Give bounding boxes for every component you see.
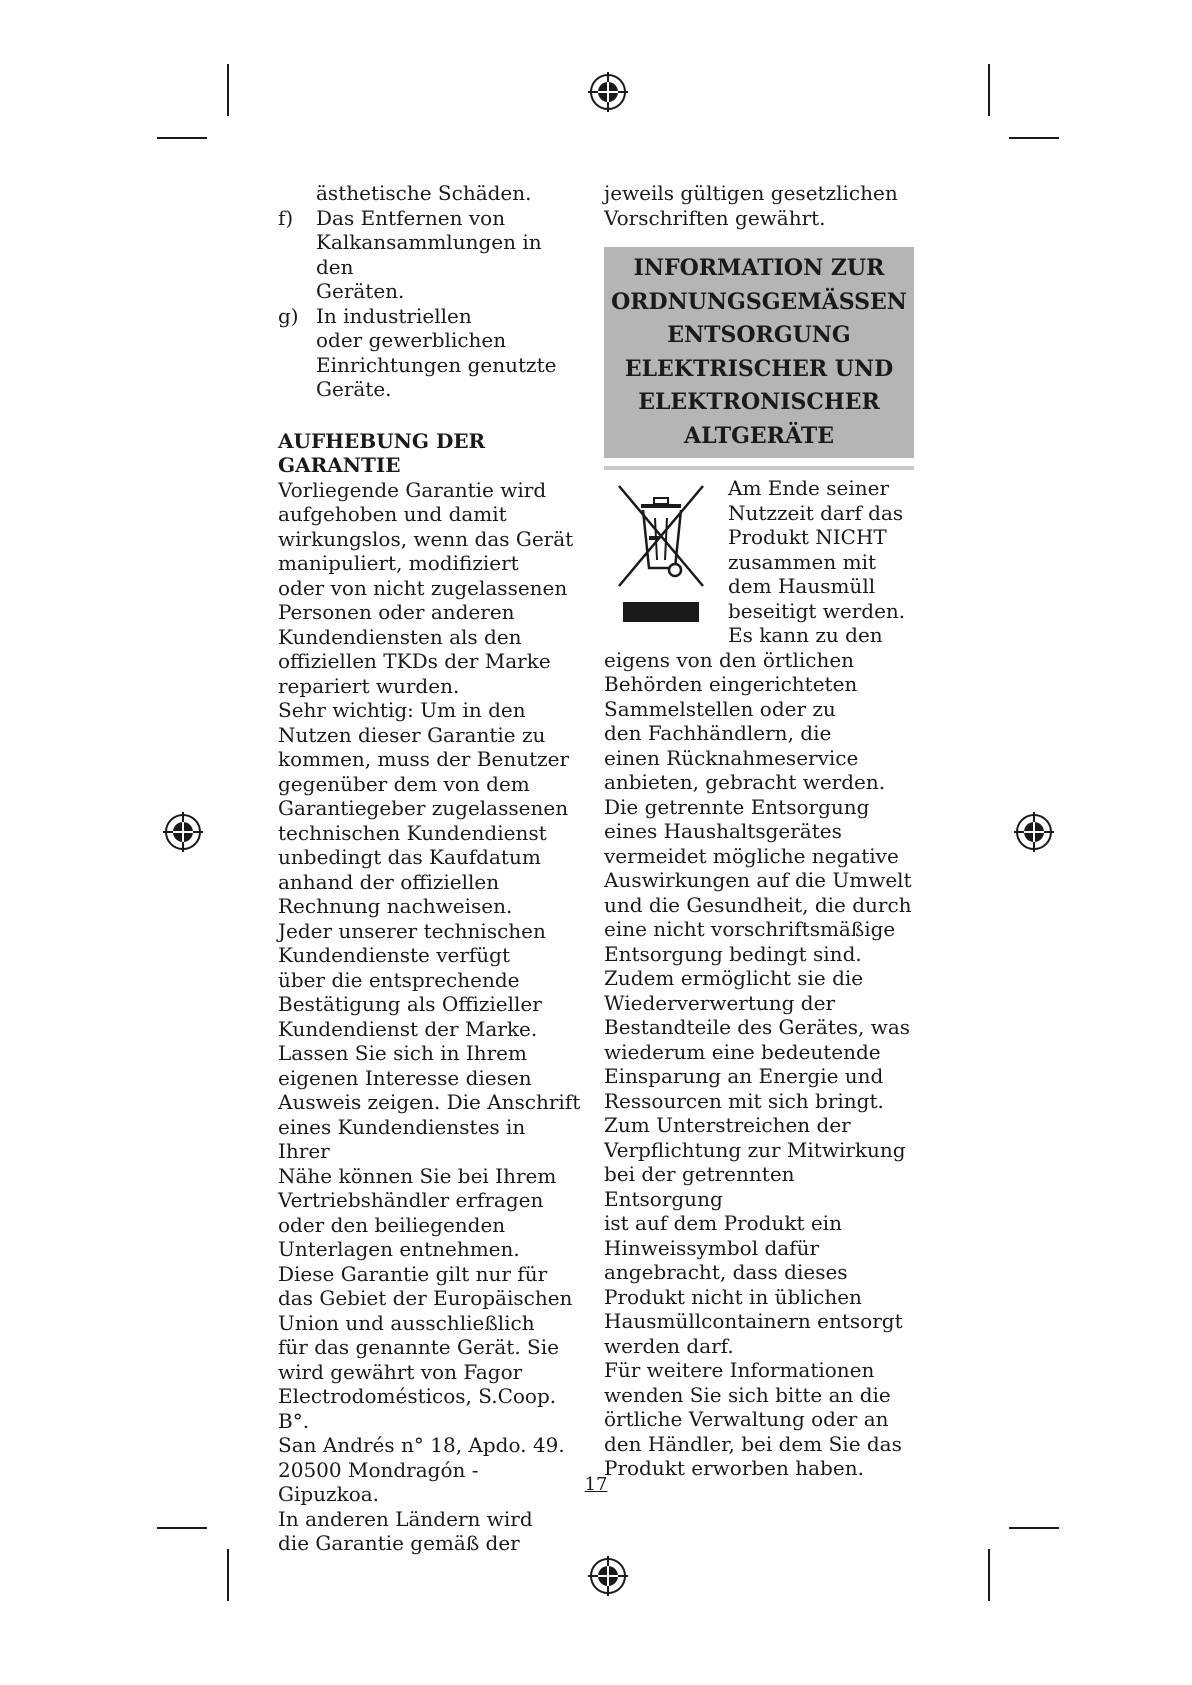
text-line: werden darf. bbox=[604, 1333, 734, 1358]
left-column bbox=[278, 181, 583, 1556]
text-line: manipuliert, modifiziert bbox=[278, 551, 519, 575]
text-line: das Gebiet der Europäischen bbox=[278, 1286, 573, 1310]
text-line: San Andrés n° 18, Apdo. 49. bbox=[278, 1433, 565, 1457]
box-title-line: ENTSORGUNG bbox=[667, 322, 851, 348]
divider bbox=[604, 466, 914, 470]
text-line: Nutzen dieser Garantie zu bbox=[278, 722, 546, 747]
text-line: vermeidet mögliche negative bbox=[604, 843, 899, 868]
text-line: Bestätigung als Offizieller bbox=[278, 992, 542, 1016]
registration-mark-icon bbox=[588, 1556, 628, 1596]
text-line: oder von nicht zugelassenen bbox=[278, 575, 568, 600]
text-line: Vertriebshändler erfragen bbox=[278, 1188, 544, 1212]
text-line: örtliche Verwaltung oder an bbox=[604, 1407, 889, 1431]
text-line: ästhetische Schäden. bbox=[316, 181, 532, 205]
text-line: und die Gesundheit, die durch bbox=[604, 892, 912, 917]
list-label: g) bbox=[278, 303, 299, 328]
registration-mark-icon bbox=[163, 812, 203, 852]
box-title-line: ALTGERÄTE bbox=[684, 422, 834, 449]
text-line: Einrichtungen genutzte bbox=[316, 352, 557, 377]
text-line: technischen Kundendienst bbox=[278, 820, 547, 845]
text-line: Produkt nicht in üblichen bbox=[604, 1284, 862, 1309]
text-line: Entsorgung bedingt sind. bbox=[604, 941, 862, 966]
text-line: Das Entfernen von bbox=[316, 205, 506, 230]
text-line: eigens von den örtlichen bbox=[604, 647, 855, 672]
text-line: Sammelstellen oder zu bbox=[604, 696, 836, 721]
text-line: die Garantie gemäß der bbox=[278, 1531, 520, 1555]
text-line: Hausmüllcontainern entsorgt bbox=[604, 1309, 903, 1333]
text-line: oder den beiliegenden bbox=[278, 1212, 506, 1237]
text-line: Unterlagen entnehmen. bbox=[278, 1237, 520, 1261]
right-column bbox=[604, 181, 914, 1481]
heading-line: AUFHEBUNG DER bbox=[278, 428, 486, 453]
text-line: Garantiegeber zugelassenen bbox=[278, 796, 569, 820]
list-label: f) bbox=[278, 205, 294, 230]
weee-section bbox=[604, 476, 914, 1481]
list-item bbox=[278, 206, 583, 304]
text-line: anhand der offiziellen bbox=[278, 869, 500, 894]
body-text bbox=[278, 478, 583, 1556]
crop-mark bbox=[1009, 137, 1059, 139]
crop-mark bbox=[227, 64, 229, 116]
text-line: aufgehoben und damit bbox=[278, 502, 507, 526]
text-line: Lassen Sie sich in Ihrem bbox=[278, 1041, 527, 1065]
text-line: eines Haushaltsgerätes bbox=[604, 819, 842, 843]
text-line: Auswirkungen auf die Umwelt bbox=[604, 868, 912, 892]
crop-mark bbox=[988, 64, 990, 116]
body-text bbox=[604, 648, 914, 1481]
box-title-line: ELEKTRISCHER UND bbox=[624, 355, 894, 382]
crop-mark bbox=[227, 1549, 229, 1601]
text-line: 20500 Mondragón - Gipuzkoa. bbox=[278, 1457, 479, 1506]
continued-list-item bbox=[278, 181, 583, 206]
text-line: eigenen Interesse diesen bbox=[278, 1065, 532, 1090]
info-box-heading bbox=[604, 247, 914, 458]
text-line: wird gewährt von Fagor bbox=[278, 1359, 523, 1384]
text-line: dem Hausmüll bbox=[728, 574, 876, 598]
crop-mark bbox=[157, 1527, 207, 1529]
text-line: Jeder unserer technischen bbox=[278, 918, 546, 943]
text-line: wiederum eine bedeutende bbox=[604, 1039, 881, 1064]
box-title-line: ELEKTRONISCHER bbox=[638, 389, 880, 415]
text-line: Kalkansammlungen in den bbox=[316, 230, 542, 279]
text-line: Electrodomésticos, S.Coop. B°. bbox=[278, 1384, 557, 1433]
text-line: eine nicht vorschriftsmäßige bbox=[604, 917, 896, 941]
list-item bbox=[278, 304, 583, 402]
text-line: Nutzzeit darf das bbox=[728, 500, 904, 525]
text-line: angebracht, dass dieses bbox=[604, 1260, 848, 1284]
text-line: Verpflichtung zur Mitwirkung bbox=[604, 1137, 906, 1162]
text-line: Die getrennte Entsorgung bbox=[604, 794, 870, 819]
text-line: den Händler, bei dem Sie das bbox=[604, 1431, 902, 1456]
registration-mark-icon bbox=[1014, 812, 1054, 852]
text-line: Zum Unterstreichen der bbox=[604, 1113, 851, 1137]
text-line: bei der getrennten Entsorgung bbox=[604, 1162, 795, 1211]
text-line: Diese Garantie gilt nur für bbox=[278, 1261, 548, 1286]
text-line: Produkt erworben haben. bbox=[604, 1456, 864, 1480]
text-line: jeweils gültigen gesetzlichen bbox=[604, 181, 898, 205]
text-line: Personen oder anderen bbox=[278, 600, 515, 624]
text-line: Kundendienste verfügt bbox=[278, 943, 511, 967]
text-line: Produkt NICHT bbox=[728, 525, 887, 549]
text-line: kommen, muss der Benutzer bbox=[278, 747, 570, 771]
text-line: In industriellen bbox=[316, 303, 472, 328]
text-line: anbieten, gebracht werden. bbox=[604, 770, 886, 794]
box-title-line: INFORMATION ZUR bbox=[633, 255, 885, 281]
text-line: Einsparung an Energie und bbox=[604, 1064, 884, 1088]
text-line: eines Kundendienstes in Ihrer bbox=[278, 1114, 526, 1163]
text-line: Ressourcen mit sich bringt. bbox=[604, 1088, 884, 1113]
text-line: offiziellen TKDs der Marke bbox=[278, 649, 551, 673]
text-line: repariert wurden. bbox=[278, 673, 460, 698]
text-line: unbedingt das Kaufdatum bbox=[278, 845, 541, 869]
heading-line: GARANTIE bbox=[278, 453, 401, 477]
text-line: Hinweissymbol dafür bbox=[604, 1235, 820, 1260]
section-heading bbox=[278, 429, 583, 478]
text-line: Geräte. bbox=[316, 377, 392, 401]
crossed-out-wheelie-bin-icon bbox=[611, 482, 711, 626]
text-line: Union und ausschließlich bbox=[278, 1310, 535, 1335]
text-line: einen Rücknahmeservice bbox=[604, 745, 859, 770]
text-line: Sehr wichtig: Um in den bbox=[278, 698, 526, 722]
text-line: Kundendiensten als den bbox=[278, 624, 522, 649]
text-line: Für weitere Informationen bbox=[604, 1358, 875, 1382]
text-line: zusammen mit bbox=[728, 549, 877, 574]
box-title-line: ORDNUNGSGEMÄSSEN bbox=[611, 288, 907, 315]
text-line: Behörden eingerichteten bbox=[604, 672, 858, 696]
text-line: Vorliegende Garantie wird bbox=[278, 477, 547, 502]
text-line: Bestandteile des Gerätes, was bbox=[604, 1015, 911, 1039]
text-line: Zudem ermöglicht sie die bbox=[604, 966, 864, 990]
text-line: Nähe können Sie bei Ihrem bbox=[278, 1163, 557, 1188]
crop-mark bbox=[157, 137, 207, 139]
text-line: Ausweis zeigen. Die Anschrift bbox=[278, 1090, 581, 1114]
text-line: beseitigt werden. bbox=[728, 598, 906, 623]
crop-mark bbox=[1009, 1527, 1059, 1529]
registration-mark-icon bbox=[588, 72, 628, 112]
text-line: oder gewerblichen bbox=[316, 328, 507, 352]
crop-mark bbox=[988, 1549, 990, 1601]
text-line: Am Ende seiner bbox=[728, 476, 890, 500]
text-line: den Fachhändlern, die bbox=[604, 721, 832, 745]
text-line: gegenüber dem von dem bbox=[278, 771, 530, 796]
text-line: Wiederverwertung der bbox=[604, 990, 836, 1015]
text-line: Geräten. bbox=[316, 279, 405, 303]
text-line: für das genannte Gerät. Sie bbox=[278, 1335, 559, 1359]
text-line: wenden Sie sich bitte an die bbox=[604, 1382, 891, 1407]
page-number: 17 bbox=[584, 1474, 608, 1495]
text-line: Es kann zu den bbox=[728, 623, 883, 647]
text-line: ist auf dem Produkt ein bbox=[604, 1211, 842, 1235]
text-line: wirkungslos, wenn das Gerät bbox=[278, 526, 574, 551]
text-line: Rechnung nachweisen. bbox=[278, 894, 513, 918]
text-line: In anderen Ländern wird bbox=[278, 1506, 533, 1531]
text-line: Kundendienst der Marke. bbox=[278, 1016, 538, 1041]
text-line: über die entsprechende bbox=[278, 967, 520, 992]
text-line: Vorschriften gewährt. bbox=[604, 205, 826, 230]
